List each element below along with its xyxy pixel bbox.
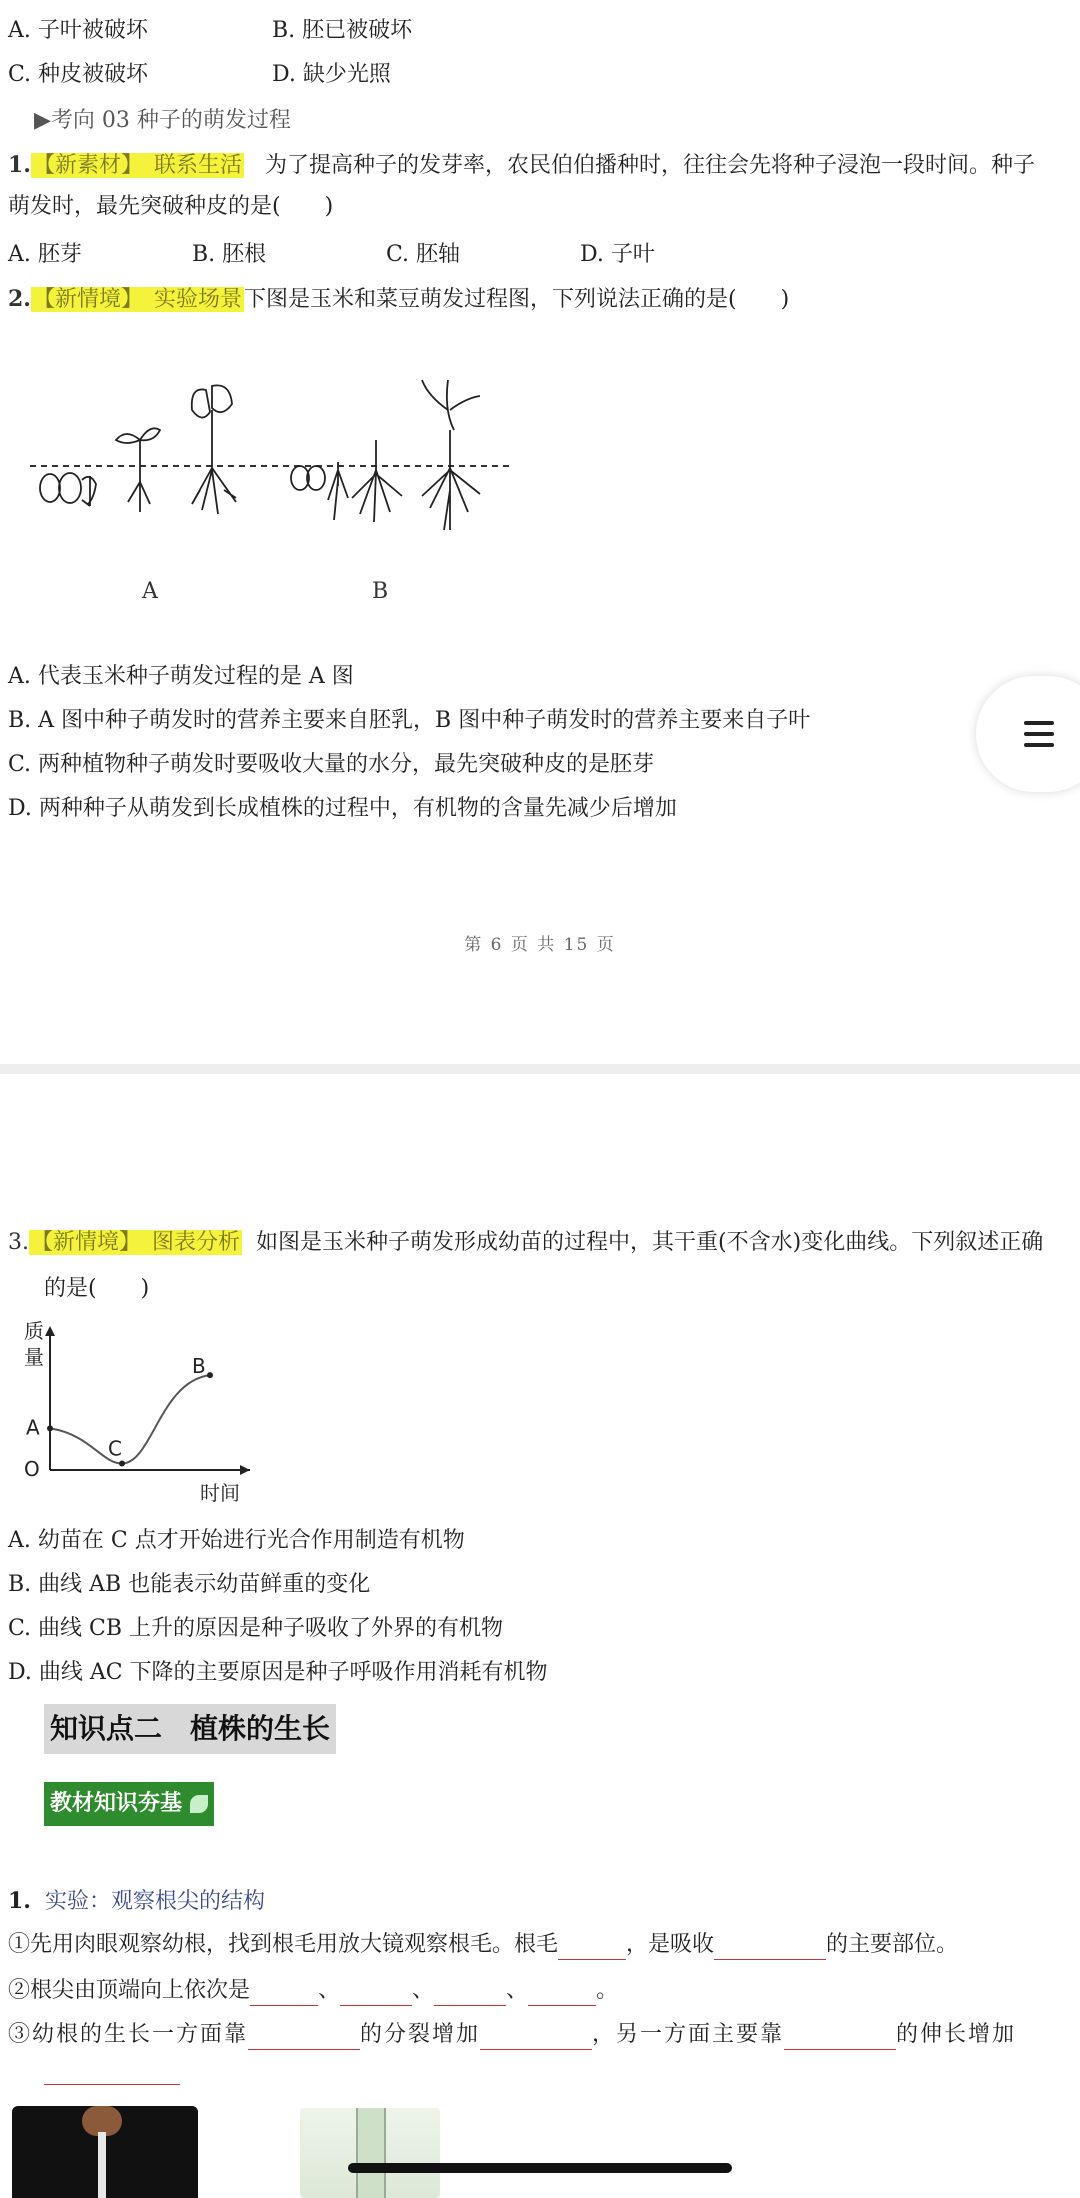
home-indicator xyxy=(348,2163,732,2173)
experiment-title: 实验：观察根尖的结构 xyxy=(44,1889,265,1914)
q3-option-c: C. 曲线 CB 上升的原因是种子吸收了外界的有机物 xyxy=(8,1616,504,1641)
point-label-c: C xyxy=(108,1436,122,1461)
tag-chart-analysis: 图表分析 xyxy=(143,1230,242,1255)
question-text: 如图是玉米种子萌发形成幼苗的过程中，其干重(不含水)变化曲线。下列叙述正确 xyxy=(256,1230,1044,1255)
corn-germination-stages xyxy=(291,380,480,530)
question-3 xyxy=(8,1228,1043,1258)
question-text: 为了提高种子的发芽率，农民伯伯播种时，往往会先将种子浸泡一段时间。种子 xyxy=(264,153,1035,178)
option-c: C. 种皮被破坏 xyxy=(8,62,149,87)
germination-figure xyxy=(20,370,520,610)
blank[interactable] xyxy=(784,2027,896,2050)
x-axis-label: 时间 xyxy=(200,1481,240,1505)
dry-weight-chart xyxy=(20,1318,260,1508)
q1-option-c: C. 胚轴 xyxy=(386,242,461,267)
textbook-knowledge-tag: 教材知识夯基 xyxy=(44,1782,214,1826)
y-axis-arrow xyxy=(45,1326,55,1336)
menu-button[interactable] xyxy=(976,676,1080,792)
q1-option-a: A. 胚芽 xyxy=(8,242,82,267)
q3-option-b: B. 曲线 AB 也能表示幼苗鲜重的变化 xyxy=(8,1572,371,1597)
page-divider xyxy=(0,1064,1080,1074)
dry-weight-curve xyxy=(50,1375,210,1463)
q1-option-d: D. 子叶 xyxy=(580,242,655,267)
q3-option-a: A. 幼苗在 C 点才开始进行光合作用制造有机物 xyxy=(8,1528,465,1553)
point-a xyxy=(47,1425,53,1431)
tag-new-material: 【新素材】 xyxy=(32,153,143,178)
q1-option-b: B. 胚根 xyxy=(192,242,267,267)
item-number: 1. xyxy=(8,1888,31,1914)
q3-option-d: D. 曲线 AC 下降的主要原因是种子呼吸作用消耗有机物 xyxy=(8,1660,548,1685)
tag-new-context: 【新情境】 xyxy=(32,287,143,312)
blank-continuation[interactable] xyxy=(44,2084,180,2085)
question-number: 3. xyxy=(8,1230,29,1255)
point-label-a: A xyxy=(26,1415,40,1440)
q2-option-c: C. 两种植物种子萌发时要吸收大量的水分，最先突破种皮的是胚芽 xyxy=(8,752,655,777)
y-axis-label-char: 质 xyxy=(24,1319,44,1343)
blank[interactable] xyxy=(248,2027,360,2050)
fill-line-2: ②根尖由顶端向上依次是 、 、 、 。 xyxy=(8,1976,618,2006)
q2-option-d: D. 两种种子从萌发到长成植株的过程中，有机物的含量先减少后增加 xyxy=(8,796,677,821)
question-number: 2. xyxy=(8,286,31,312)
root-tip-diagram xyxy=(300,2108,440,2198)
origin-label: O xyxy=(24,1457,40,1481)
option-d: D. 缺少光照 xyxy=(272,62,391,87)
figure-label-a: A xyxy=(142,579,158,604)
q2-option-a: A. 代表玉米种子萌发过程的是 A 图 xyxy=(8,664,354,689)
point-label-b: B xyxy=(192,1354,206,1379)
blank[interactable] xyxy=(558,1937,626,1960)
tag-experiment: 实验场景 xyxy=(145,287,244,312)
blank[interactable] xyxy=(340,1983,412,2006)
tag-new-context: 【新情境】 xyxy=(31,1230,142,1255)
fill-line-3: ③幼根的生长一方面靠 的分裂增加 ，另一方面主要靠 的伸长增加 xyxy=(8,2020,1016,2050)
point-b xyxy=(207,1372,213,1378)
experiment-heading xyxy=(8,1886,265,1917)
x-axis-arrow xyxy=(240,1465,250,1475)
question-2 xyxy=(8,284,789,315)
section-heading: ▶考向 03 种子的萌发过程 xyxy=(34,108,291,133)
question-1 xyxy=(8,150,1035,181)
figure-label-b: B xyxy=(372,579,389,604)
blank[interactable] xyxy=(434,1983,506,2006)
root-tip-photo xyxy=(12,2106,198,2198)
option-b: B. 胚已被破坏 xyxy=(272,18,413,43)
option-a: A. 子叶被破坏 xyxy=(8,18,148,43)
page-number: 第 6 页 共 15 页 xyxy=(464,935,616,955)
blank[interactable] xyxy=(480,2027,592,2050)
blank[interactable] xyxy=(714,1937,826,1960)
tag-life: 联系生活 xyxy=(145,153,244,178)
question-text: 下图是玉米和菜豆萌发过程图，下列说法正确的是( ) xyxy=(244,287,790,312)
y-axis-label-char: 量 xyxy=(24,1345,44,1369)
point-c xyxy=(119,1461,125,1467)
bean-germination-stages xyxy=(40,385,236,514)
fill-line-1: ①先用肉眼观察幼根，找到根毛用放大镜观察根毛。根毛 ，是吸收 的主要部位。 xyxy=(8,1930,958,1960)
question-1-text-2: 萌发时，最先突破种皮的是( ) xyxy=(8,194,334,219)
knowledge-point-title: 知识点二 植株的生长 xyxy=(44,1704,336,1754)
leaf-icon xyxy=(190,1795,208,1813)
question-3-text-2: 的是( ) xyxy=(44,1276,150,1301)
q2-option-b: B. A 图中种子萌发时的营养主要来自胚乳，B 图中种子萌发时的营养主要来自子叶 xyxy=(8,708,811,733)
blank[interactable] xyxy=(528,1983,596,2006)
question-number: 1. xyxy=(8,152,31,178)
blank[interactable] xyxy=(250,1983,318,2006)
